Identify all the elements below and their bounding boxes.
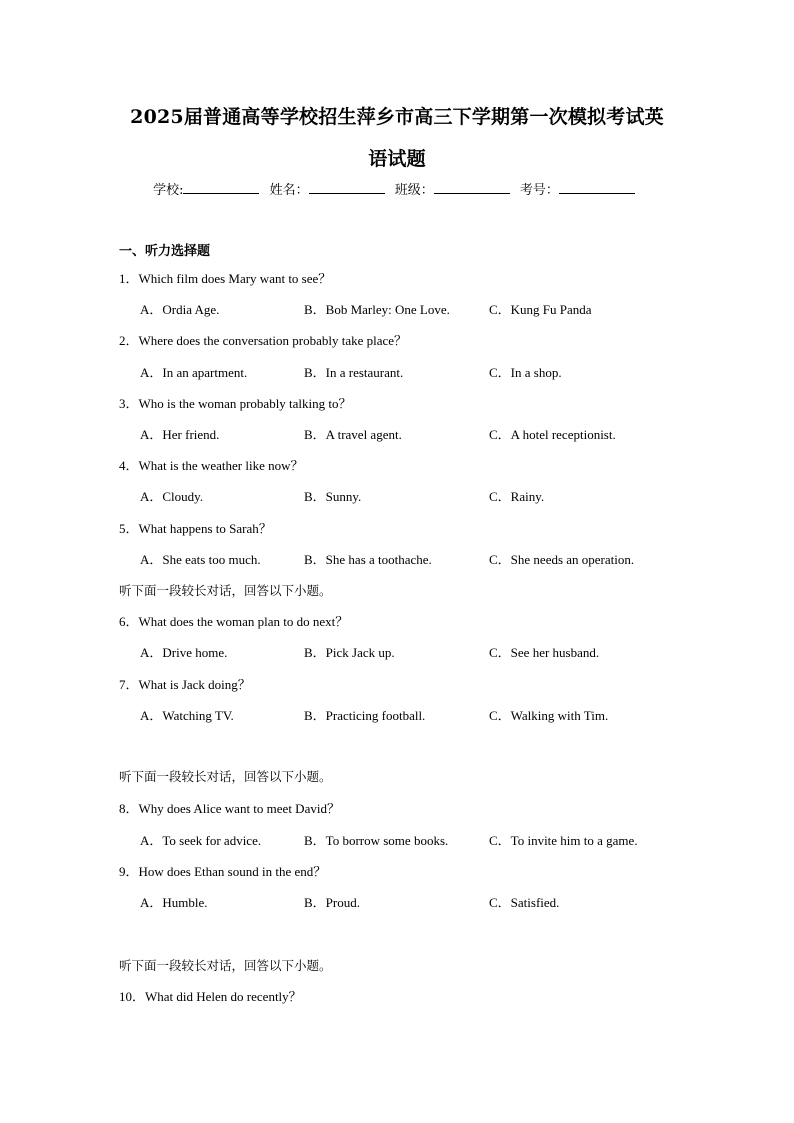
option-c: C．Kung Fu Panda <box>489 302 592 317</box>
section-heading: 一、听力选择题 <box>119 244 211 259</box>
option-row <box>0 707 794 725</box>
question-stem <box>0 270 794 288</box>
option-row <box>0 426 794 444</box>
class-blank <box>434 181 510 194</box>
option-row <box>0 832 794 850</box>
option-a: A．Ordia Age. <box>140 302 220 317</box>
instruction-text: 听下面一段较长对话，回答以下小题。 <box>119 583 332 598</box>
option-b: B．Pick Jack up. <box>304 645 395 660</box>
option-b: B．Proud. <box>304 895 360 910</box>
option-b: B．In a restaurant. <box>304 365 404 380</box>
option-c: C．To invite him to a game. <box>489 833 638 848</box>
question-text: 7．What is Jack doing？ <box>119 677 251 692</box>
exam-title-line-1: 2025届普通高等学校招生萍乡市高三下学期第一次模拟考试英 <box>130 106 664 128</box>
option-b: B．Sunny. <box>304 489 362 504</box>
class-label: 班级： <box>394 183 434 198</box>
instruction-text: 听下面一段较长对话，回答以下小题。 <box>119 769 332 784</box>
exam-number-blank <box>559 181 635 194</box>
exam-title-line-2: 语试题 <box>368 148 426 170</box>
student-info-line <box>0 181 794 200</box>
option-row <box>0 364 794 382</box>
question-stem <box>0 988 794 1006</box>
name-label: 姓名： <box>269 183 309 198</box>
option-row <box>0 551 794 569</box>
option-c: C．Satisfied. <box>489 895 560 910</box>
listening-instruction <box>0 957 794 975</box>
question-stem <box>0 520 794 538</box>
question-stem <box>0 457 794 475</box>
question-text: 1．Which film does Mary want to see？ <box>119 271 332 286</box>
listening-instruction <box>0 768 794 786</box>
option-b: B．She has a toothache. <box>304 552 432 567</box>
question-text: 3．Who is the woman probably talking to？ <box>119 396 352 411</box>
option-c: C．A hotel receptionist. <box>489 427 616 442</box>
question-text: 2．Where does the conversation probably take place？ <box>119 333 408 348</box>
question-stem <box>0 863 794 881</box>
question-stem <box>0 800 794 818</box>
option-a: A．In an apartment. <box>140 365 248 380</box>
question-text: 8．Why does Alice want to meet David？ <box>119 801 340 816</box>
option-b: B．Bob Marley: One Love. <box>304 302 450 317</box>
option-c: C．Rainy. <box>489 489 545 504</box>
option-row <box>0 894 794 912</box>
option-c: C．See her husband. <box>489 645 600 660</box>
question-text: 4．What is the weather like now？ <box>119 458 304 473</box>
question-stem <box>0 613 794 631</box>
question-text: 5．What happens to Sarah？ <box>119 521 272 536</box>
option-a: A．Humble. <box>140 895 208 910</box>
option-a: A．Cloudy. <box>140 489 204 504</box>
option-c: C．In a shop. <box>489 365 562 380</box>
school-label: 学校: <box>153 183 184 198</box>
name-blank <box>309 181 385 194</box>
option-c: C．She needs an operation. <box>489 552 635 567</box>
option-a: A．Watching TV. <box>140 708 234 723</box>
question-text: 9．How does Ethan sound in the end？ <box>119 864 327 879</box>
question-stem <box>0 395 794 413</box>
question-text: 6．What does the woman plan to do next？ <box>119 614 349 629</box>
option-a: A．Her friend. <box>140 427 220 442</box>
option-b: B．To borrow some books. <box>304 833 449 848</box>
option-a: A．Drive home. <box>140 645 228 660</box>
option-b: B．Practicing football. <box>304 708 426 723</box>
question-text: 10．What did Helen do recently？ <box>119 989 302 1004</box>
option-row <box>0 644 794 662</box>
instruction-text: 听下面一段较长对话，回答以下小题。 <box>119 958 332 973</box>
option-b: B．A travel agent. <box>304 427 402 442</box>
option-a: A．To seek for advice. <box>140 833 262 848</box>
question-stem <box>0 676 794 694</box>
question-stem <box>0 332 794 350</box>
listening-instruction <box>0 582 794 600</box>
option-a: A．She eats too much. <box>140 552 261 567</box>
school-blank <box>183 181 259 194</box>
option-row <box>0 301 794 319</box>
exam-number-label: 考号： <box>519 183 559 198</box>
option-row <box>0 488 794 506</box>
option-c: C．Walking with Tim. <box>489 708 609 723</box>
